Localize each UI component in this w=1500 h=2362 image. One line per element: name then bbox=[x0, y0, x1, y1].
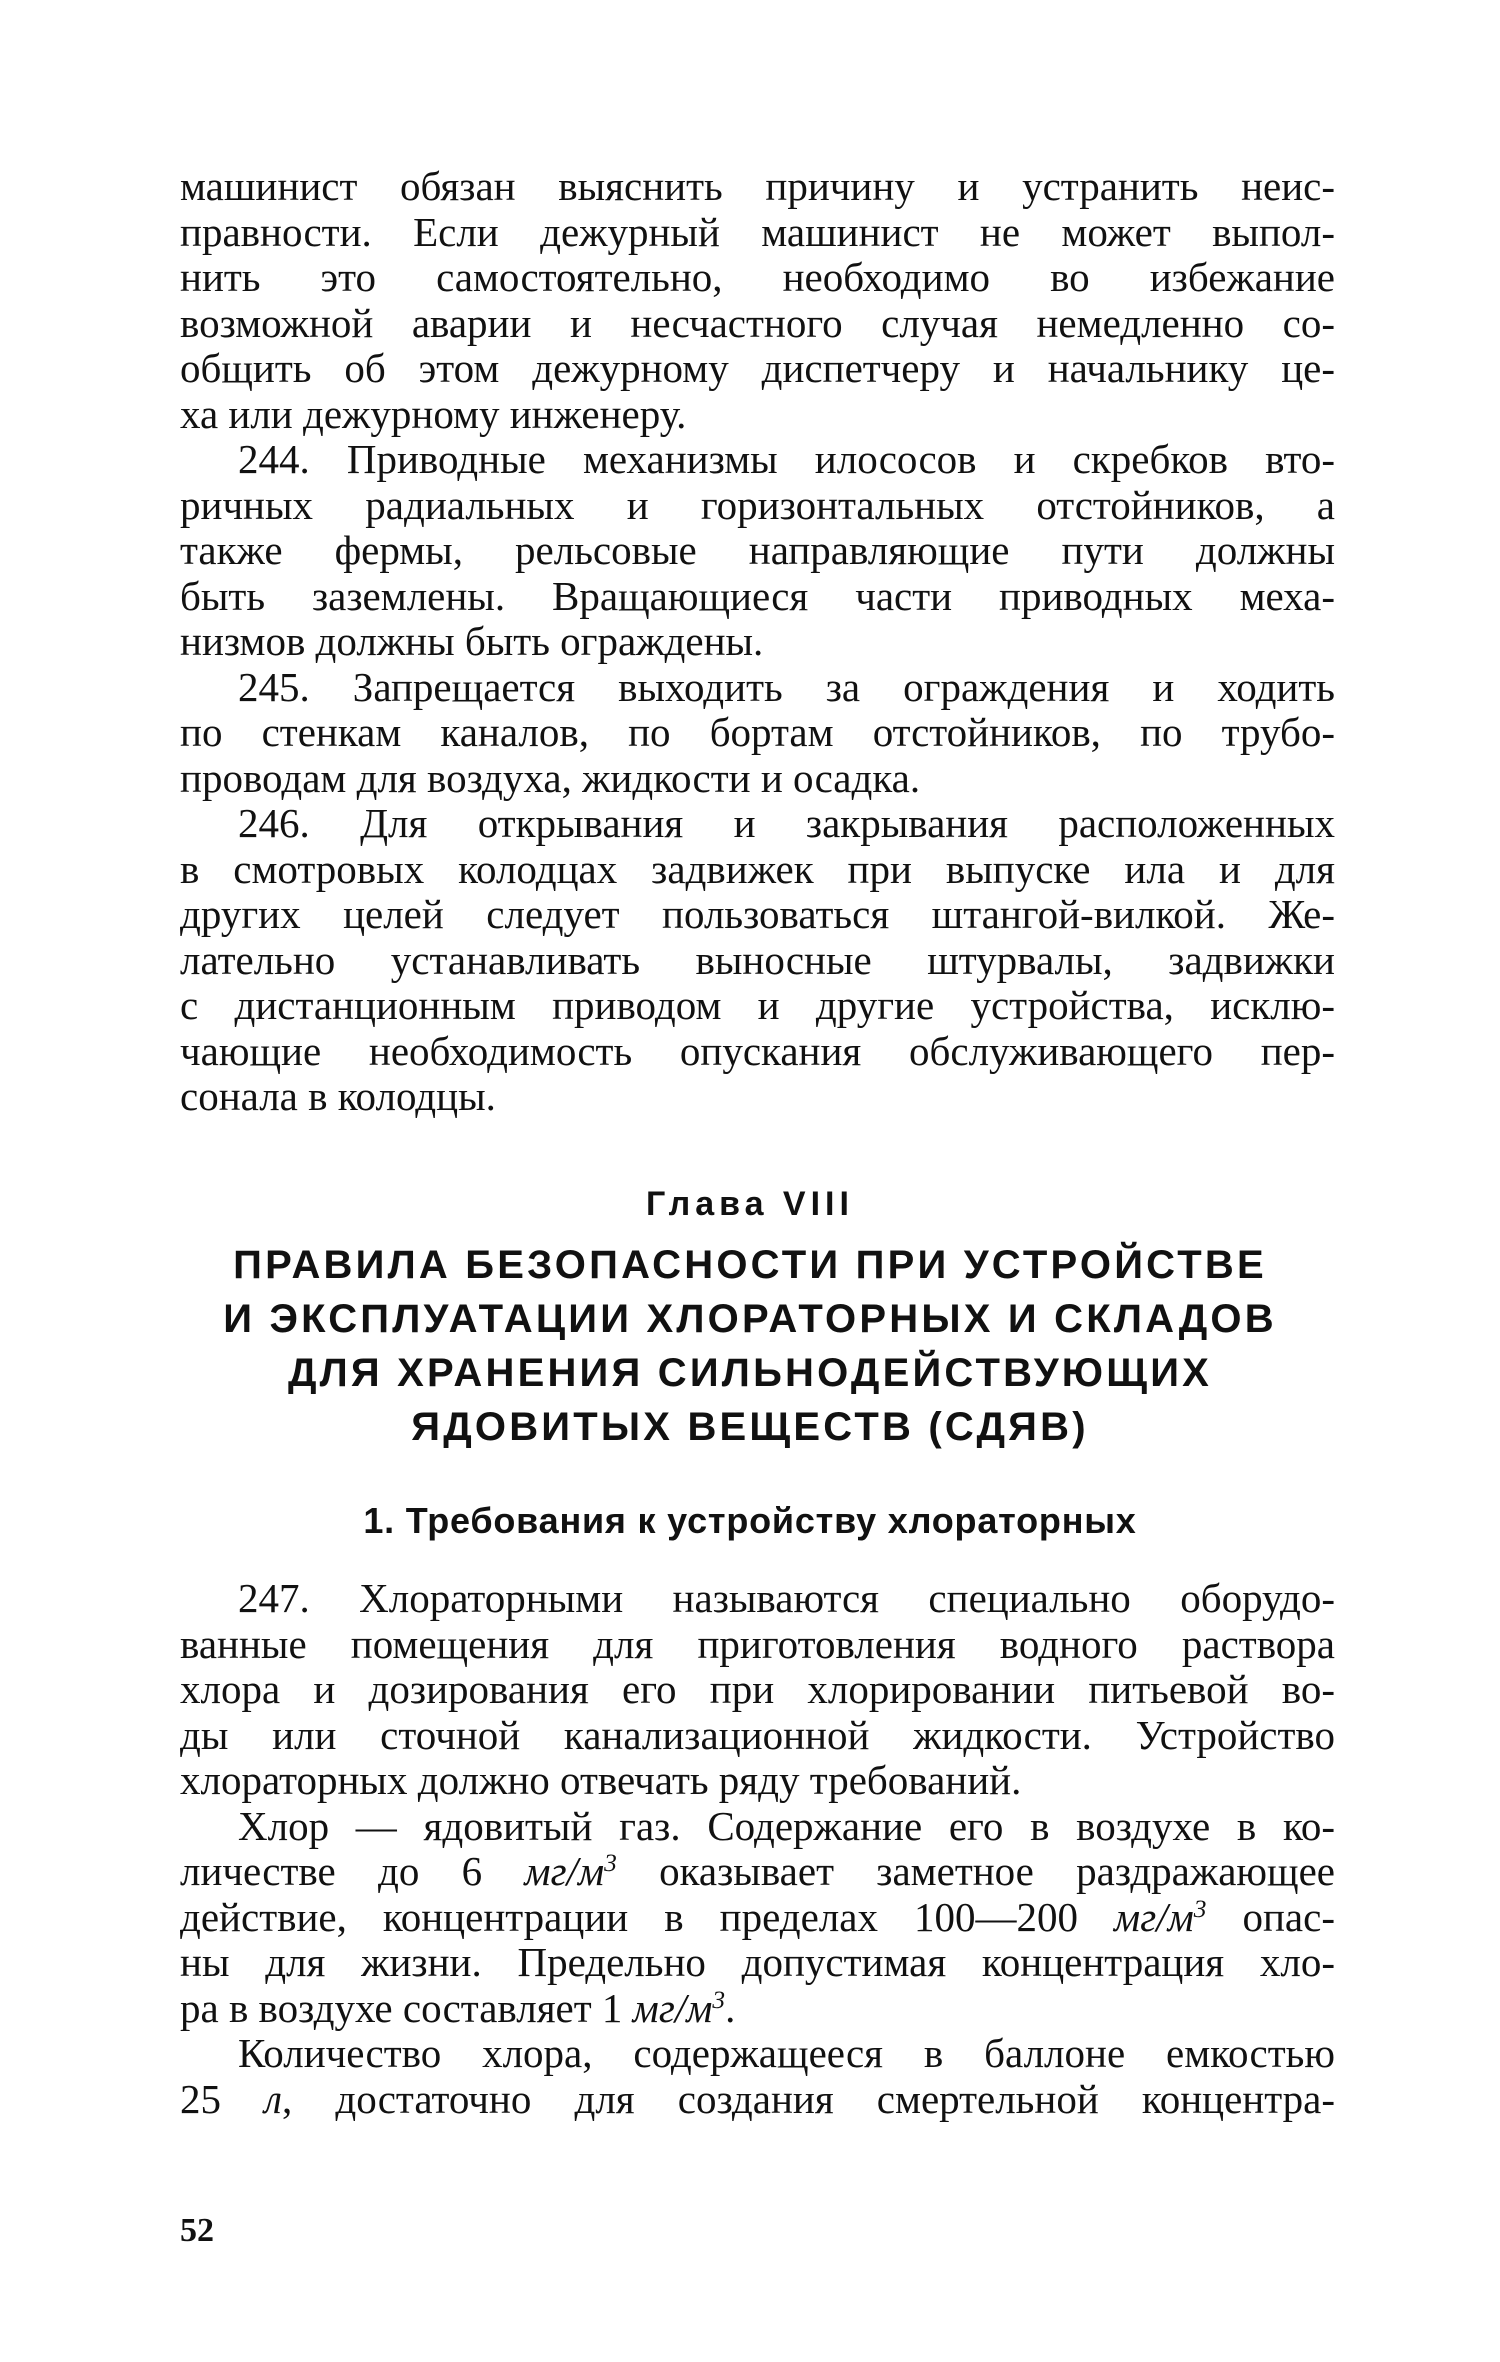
chapter-title-line: ЯДОВИТЫХ ВЕЩЕСТВ (СДЯВ) bbox=[411, 1405, 1089, 1449]
paragraph-quantity bbox=[180, 2031, 1335, 2122]
text-line: хлора и дозирования его при хлорировании питьевой во- bbox=[180, 1666, 1335, 1712]
text-line bbox=[180, 1986, 1335, 2032]
text-line: машинист обязан выяснить причину и устранить неис- bbox=[180, 163, 1335, 209]
text-line: других целей следует пользоваться штангой-вилкой. Же- bbox=[180, 891, 1335, 937]
text-fragment: опас- bbox=[1206, 1893, 1335, 1940]
unit-mg-m3 bbox=[1114, 1894, 1206, 1940]
text-line: низмов должны быть ограждены. bbox=[180, 618, 764, 664]
text-line: общить об этом дежурному диспетчеру и начальнику це- bbox=[180, 345, 1335, 391]
text-line bbox=[180, 1849, 1335, 1895]
page-number: 52 bbox=[180, 2212, 214, 2249]
text-line bbox=[180, 1895, 1335, 1941]
text-line: ха или дежурному инженеру. bbox=[180, 390, 687, 437]
paragraph-244 bbox=[180, 437, 1335, 665]
unit-text: мг/м bbox=[524, 1848, 605, 1894]
unit-superscript: 3 bbox=[604, 1849, 617, 1878]
unit-mg-m3 bbox=[633, 1985, 725, 2031]
bottom-text-block bbox=[180, 1576, 1335, 2122]
text-line: лательно устанавливать выносные штурвалы, задвижки bbox=[180, 936, 1335, 983]
unit-superscript: 3 bbox=[712, 1985, 726, 2014]
text-line: также фермы, рельсовые направляющие пути должны bbox=[180, 527, 1335, 573]
text-line: сонала в колодцы. bbox=[180, 1073, 496, 1119]
text-line: проводам для воздуха, жидкости и осадка. bbox=[180, 754, 921, 801]
text-line: с дистанционным приводом и другие устройства, исклю- bbox=[180, 982, 1335, 1028]
unit-mg-m3 bbox=[524, 1848, 616, 1894]
text-line: Хлор — ядовитый газ. Содержание его в воздухе в ко- bbox=[238, 1802, 1335, 1849]
text-line: быть заземлены. Вращающиеся части приводных меха- bbox=[180, 572, 1335, 619]
text-line: нить это самостоятельно, необходимо во избежание bbox=[180, 254, 1335, 300]
text-line: по стенкам каналов, по бортам отстойников, по трубо- bbox=[180, 709, 1335, 755]
paragraph-245 bbox=[180, 665, 1335, 802]
text-line: 244. Приводные механизмы илососов и скребков вто- bbox=[238, 436, 1335, 482]
unit-superscript: 3 bbox=[1193, 1894, 1207, 1923]
text-line: 247. Хлораторными называются специально оборудо- bbox=[238, 1575, 1335, 1621]
text-fragment: , достаточно для создания смертельной концентра- bbox=[282, 2075, 1335, 2122]
text-line: правности. Если дежурный машинист не может выпол- bbox=[180, 208, 1335, 255]
text-line: ды или сточной канализационной жидкости. Устройство bbox=[180, 1711, 1335, 1758]
text-line: ны для жизни. Предельно допустимая концентрация хло- bbox=[180, 1939, 1335, 1985]
text-line: Количество хлора, содержащееся в баллоне емкостью bbox=[238, 2030, 1335, 2076]
text-line: ванные помещения для приготовления водного раствора bbox=[180, 1620, 1335, 1667]
paragraph-247 bbox=[180, 1576, 1335, 1804]
text-line: хлораторных должно отвечать ряду требований. bbox=[180, 1757, 1022, 1803]
text-line bbox=[180, 2077, 1335, 2123]
paragraph-246 bbox=[180, 801, 1335, 1120]
text-fragment: оказывает заметное раздражающее bbox=[616, 1848, 1335, 1894]
section-title: 1. Требования к устройству хлораторных bbox=[363, 1500, 1137, 1541]
text-fragment: ра в воздухе составляет 1 bbox=[180, 1984, 633, 2031]
chapter-title bbox=[160, 1238, 1340, 1454]
chapter-title-line: ДЛЯ ХРАНЕНИЯ СИЛЬНОДЕЙСТВУЮЩИХ bbox=[287, 1351, 1213, 1395]
paragraph-continuation bbox=[180, 164, 1335, 437]
text-fragment: действие, концентрации в пределах 100—200 bbox=[180, 1893, 1115, 1940]
text-line: чающие необходимость опускания обслуживающего пер- bbox=[180, 1027, 1335, 1074]
unit-text: мг/м bbox=[1114, 1893, 1194, 1940]
top-text-block bbox=[180, 164, 1335, 1120]
text-fragment: . bbox=[725, 1984, 736, 2031]
text-line: 246. Для открывания и закрывания расположенных bbox=[238, 800, 1335, 846]
text-line: в смотровых колодцах задвижек при выпуске ила и для bbox=[180, 845, 1335, 892]
unit-liter: л bbox=[264, 2075, 282, 2122]
unit-text: мг/м bbox=[632, 1984, 713, 2031]
text-line: 245. Запрещается выходить за ограждения и ходить bbox=[238, 663, 1335, 710]
text-fragment: личестве до 6 bbox=[180, 1848, 525, 1894]
chapter-title-line: ПРАВИЛА БЕЗОПАСНОСТИ ПРИ УСТРОЙСТВЕ bbox=[233, 1243, 1267, 1287]
text-fragment: 25 bbox=[180, 2075, 265, 2122]
text-line: возможной аварии и несчастного случая немедленно со- bbox=[180, 299, 1335, 346]
chapter-title-line: И ЭКСПЛУАТАЦИИ ХЛОРАТОРНЫХ И СКЛАДОВ bbox=[223, 1297, 1277, 1341]
chapter-label: Глава VIII bbox=[646, 1185, 854, 1223]
paragraph-chlorine bbox=[180, 1804, 1335, 2032]
text-line: ричных радиальных и горизонтальных отстойников, а bbox=[180, 481, 1335, 528]
